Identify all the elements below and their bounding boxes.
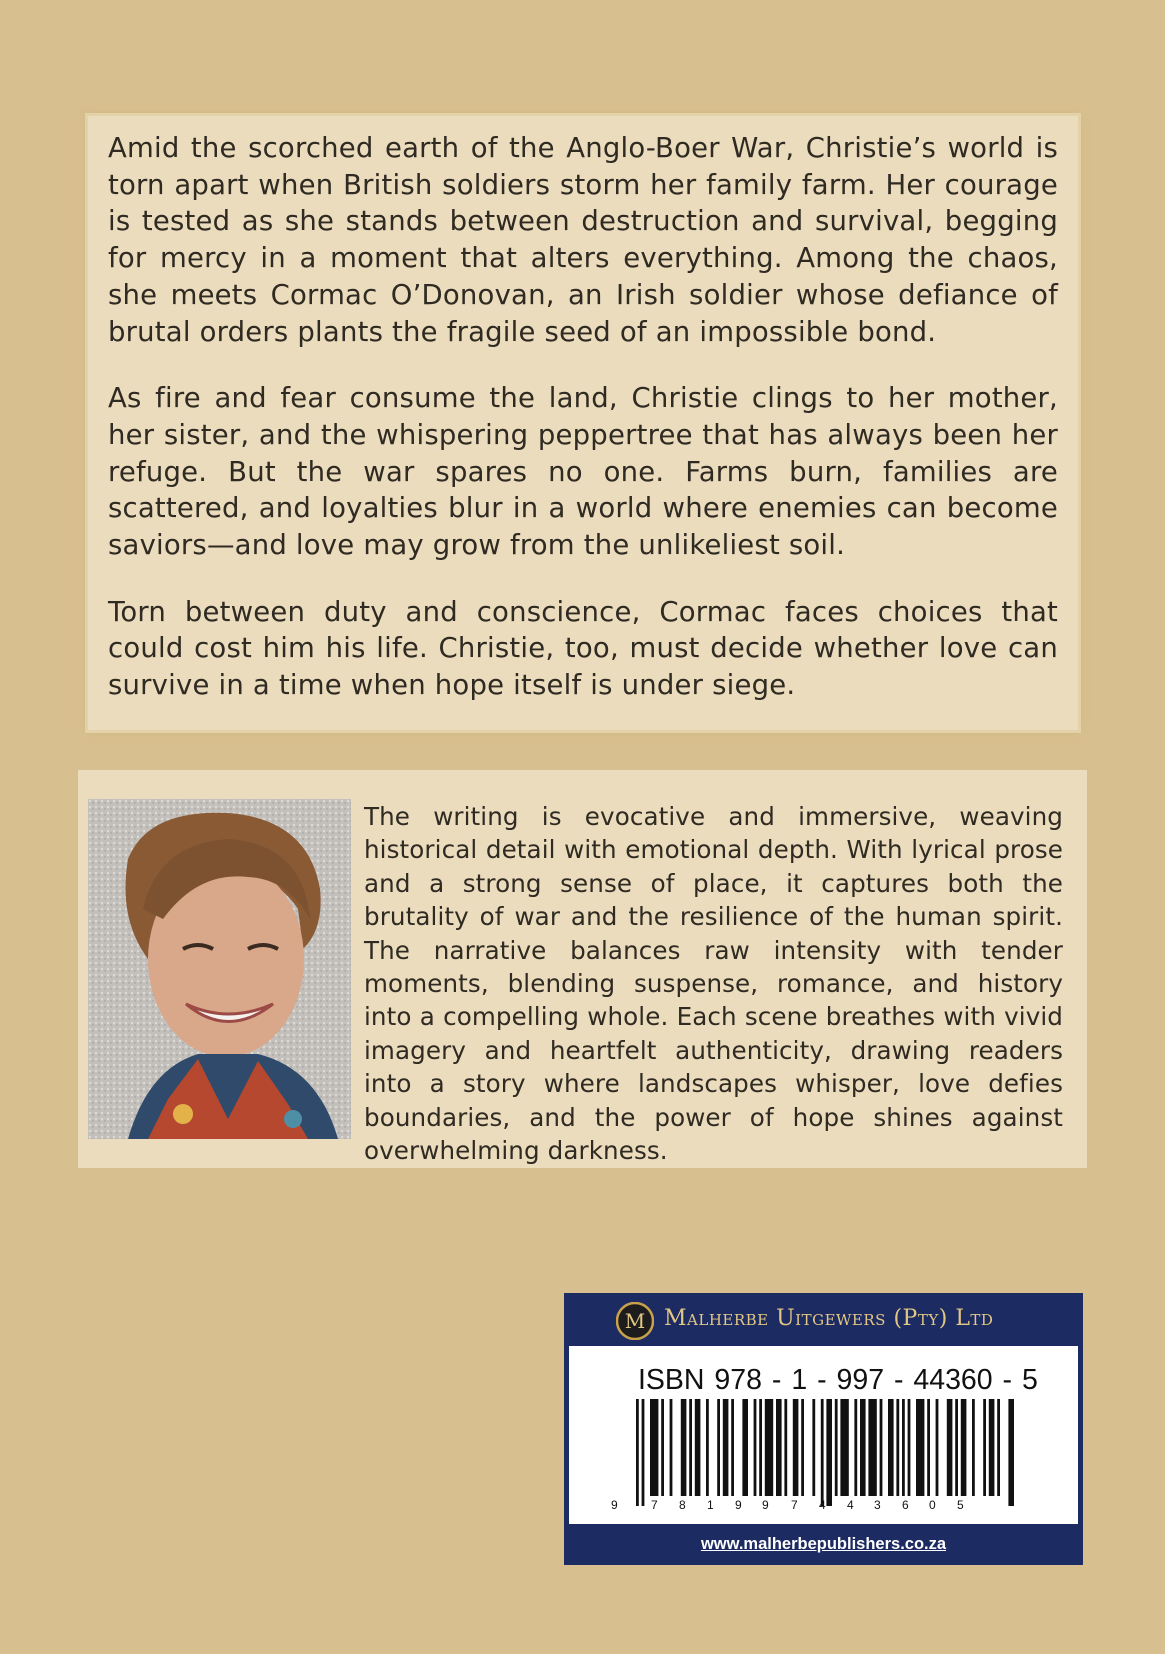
barcode-digit: 1 (707, 1498, 714, 1512)
barcode-bar (961, 1399, 967, 1496)
barcode-bar (636, 1399, 639, 1506)
isbn-label: ISBN 978 - 1 - 997 - 44360 - 5 (638, 1364, 1038, 1396)
barcode-bar (681, 1399, 687, 1496)
barcode-bar (947, 1399, 953, 1496)
barcode-bar (888, 1399, 894, 1496)
synopsis-paragraph-2: As fire and fear consume the land, Christie clings to her mother, her sister, and the whispering peppertree that has always been her refuge. But the war spares no one. Farms burn, families are scattered, and loyalties blur in a world where enemies can become saviors—and love may grow from the unlikeliest soil. (108, 382, 1058, 562)
barcode-digit: 5 (957, 1498, 964, 1512)
barcode-digit: 9 (735, 1498, 742, 1512)
barcode-bar (821, 1399, 824, 1506)
barcode-bar (695, 1399, 701, 1496)
synopsis-paragraph-3: Torn between duty and conscience, Cormac faces choices that could cost him his life. Christie, too, must decide whether love can survive in a time when hope itself is under siege. (108, 595, 1058, 702)
barcode-bar (661, 1399, 664, 1496)
barcode-bar (955, 1399, 958, 1496)
barcode-bar (1008, 1399, 1014, 1506)
author-photo (88, 799, 351, 1139)
barcode-bar (784, 1399, 787, 1496)
barcode-box (569, 1346, 1078, 1524)
barcode-bar (868, 1399, 876, 1496)
barcode-digit: 4 (847, 1498, 854, 1512)
barcode-bar (902, 1399, 905, 1496)
barcode-digit: 7 (651, 1498, 658, 1512)
barcode-bar (880, 1399, 883, 1496)
barcode-bar (793, 1399, 799, 1496)
barcode-bar (765, 1399, 773, 1496)
barcode-bar (835, 1399, 838, 1496)
barcode-bar (826, 1399, 832, 1506)
barcode-bar (754, 1399, 757, 1496)
barcode-digit: 7 (791, 1498, 798, 1512)
barcode-bar (840, 1399, 848, 1496)
barcode-bar (936, 1399, 939, 1496)
publisher-website-link[interactable]: www.malherbepublishers.co.za (700, 1535, 947, 1553)
barcode-bar (776, 1399, 782, 1496)
barcode-digit: 6 (902, 1498, 909, 1512)
barcode-digit: 9 (611, 1498, 618, 1512)
barcode-bar (642, 1399, 645, 1506)
barcode-bar (759, 1399, 762, 1496)
synopsis-paragraph-1: Amid the scorched earth of the Anglo-Boer War, Christie’s world is torn apart when British soldiers storm her family farm. Her courage is tested as she stands between destruction and survival, begging for mercy in a moment that alters everything. Among the chaos, she meets Cormac O’Donovan, an Irish soldier whose defiance of brutal orders plants the fragile seed of an impossible bond. (108, 132, 1058, 348)
barcode-digit: 8 (679, 1498, 686, 1512)
barcode-bar (742, 1399, 748, 1496)
barcode-bar (670, 1399, 673, 1496)
barcode-digit: 0 (929, 1498, 936, 1512)
barcode-bar (997, 1399, 1000, 1496)
barcode-bar (812, 1399, 815, 1496)
publisher-logo-icon (616, 1302, 654, 1340)
author-review-box (78, 770, 1087, 1168)
barcode-bar (854, 1399, 857, 1496)
logo-letter: M (624, 1309, 646, 1333)
barcode-bar (731, 1399, 734, 1496)
barcode-bar (650, 1399, 658, 1496)
barcode-bar (983, 1399, 986, 1496)
barcode-bar (972, 1399, 975, 1496)
barcode-bar (801, 1399, 804, 1496)
barcode-bar (927, 1399, 930, 1496)
barcode-bar (916, 1399, 924, 1496)
publisher-panel (564, 1293, 1083, 1565)
barcode-bar (989, 1399, 995, 1496)
barcode-bar (908, 1399, 911, 1496)
barcode-bar (689, 1399, 692, 1496)
barcode-digit: 4 (819, 1498, 826, 1512)
barcode-bar (860, 1399, 866, 1496)
barcode-digit: 9 (762, 1498, 769, 1512)
barcode-digit: 3 (874, 1498, 881, 1512)
publisher-name: Malherbe Uitgewers (Pty) Ltd (664, 1306, 994, 1331)
review-text: The writing is evocative and immersive, weaving historical detail with emotional depth. With lyrical prose and a strong sense of place, it captures both the brutality of war and the resilience of the human spirit. The narrative balances raw intensity with tender moments, blending suspense, romance, and history into a compelling whole. Each scene breathes with vivid imagery and heartfelt authenticity, drawing readers into a story where landscapes whisper, love defies boundaries, and the power of hope shines against overwhelming darkness. (364, 802, 1063, 1166)
barcode-bar (723, 1399, 729, 1496)
barcode-bar (717, 1399, 720, 1496)
barcode-bar (706, 1399, 709, 1496)
synopsis-box (88, 116, 1078, 730)
barcode-bar (896, 1399, 899, 1496)
